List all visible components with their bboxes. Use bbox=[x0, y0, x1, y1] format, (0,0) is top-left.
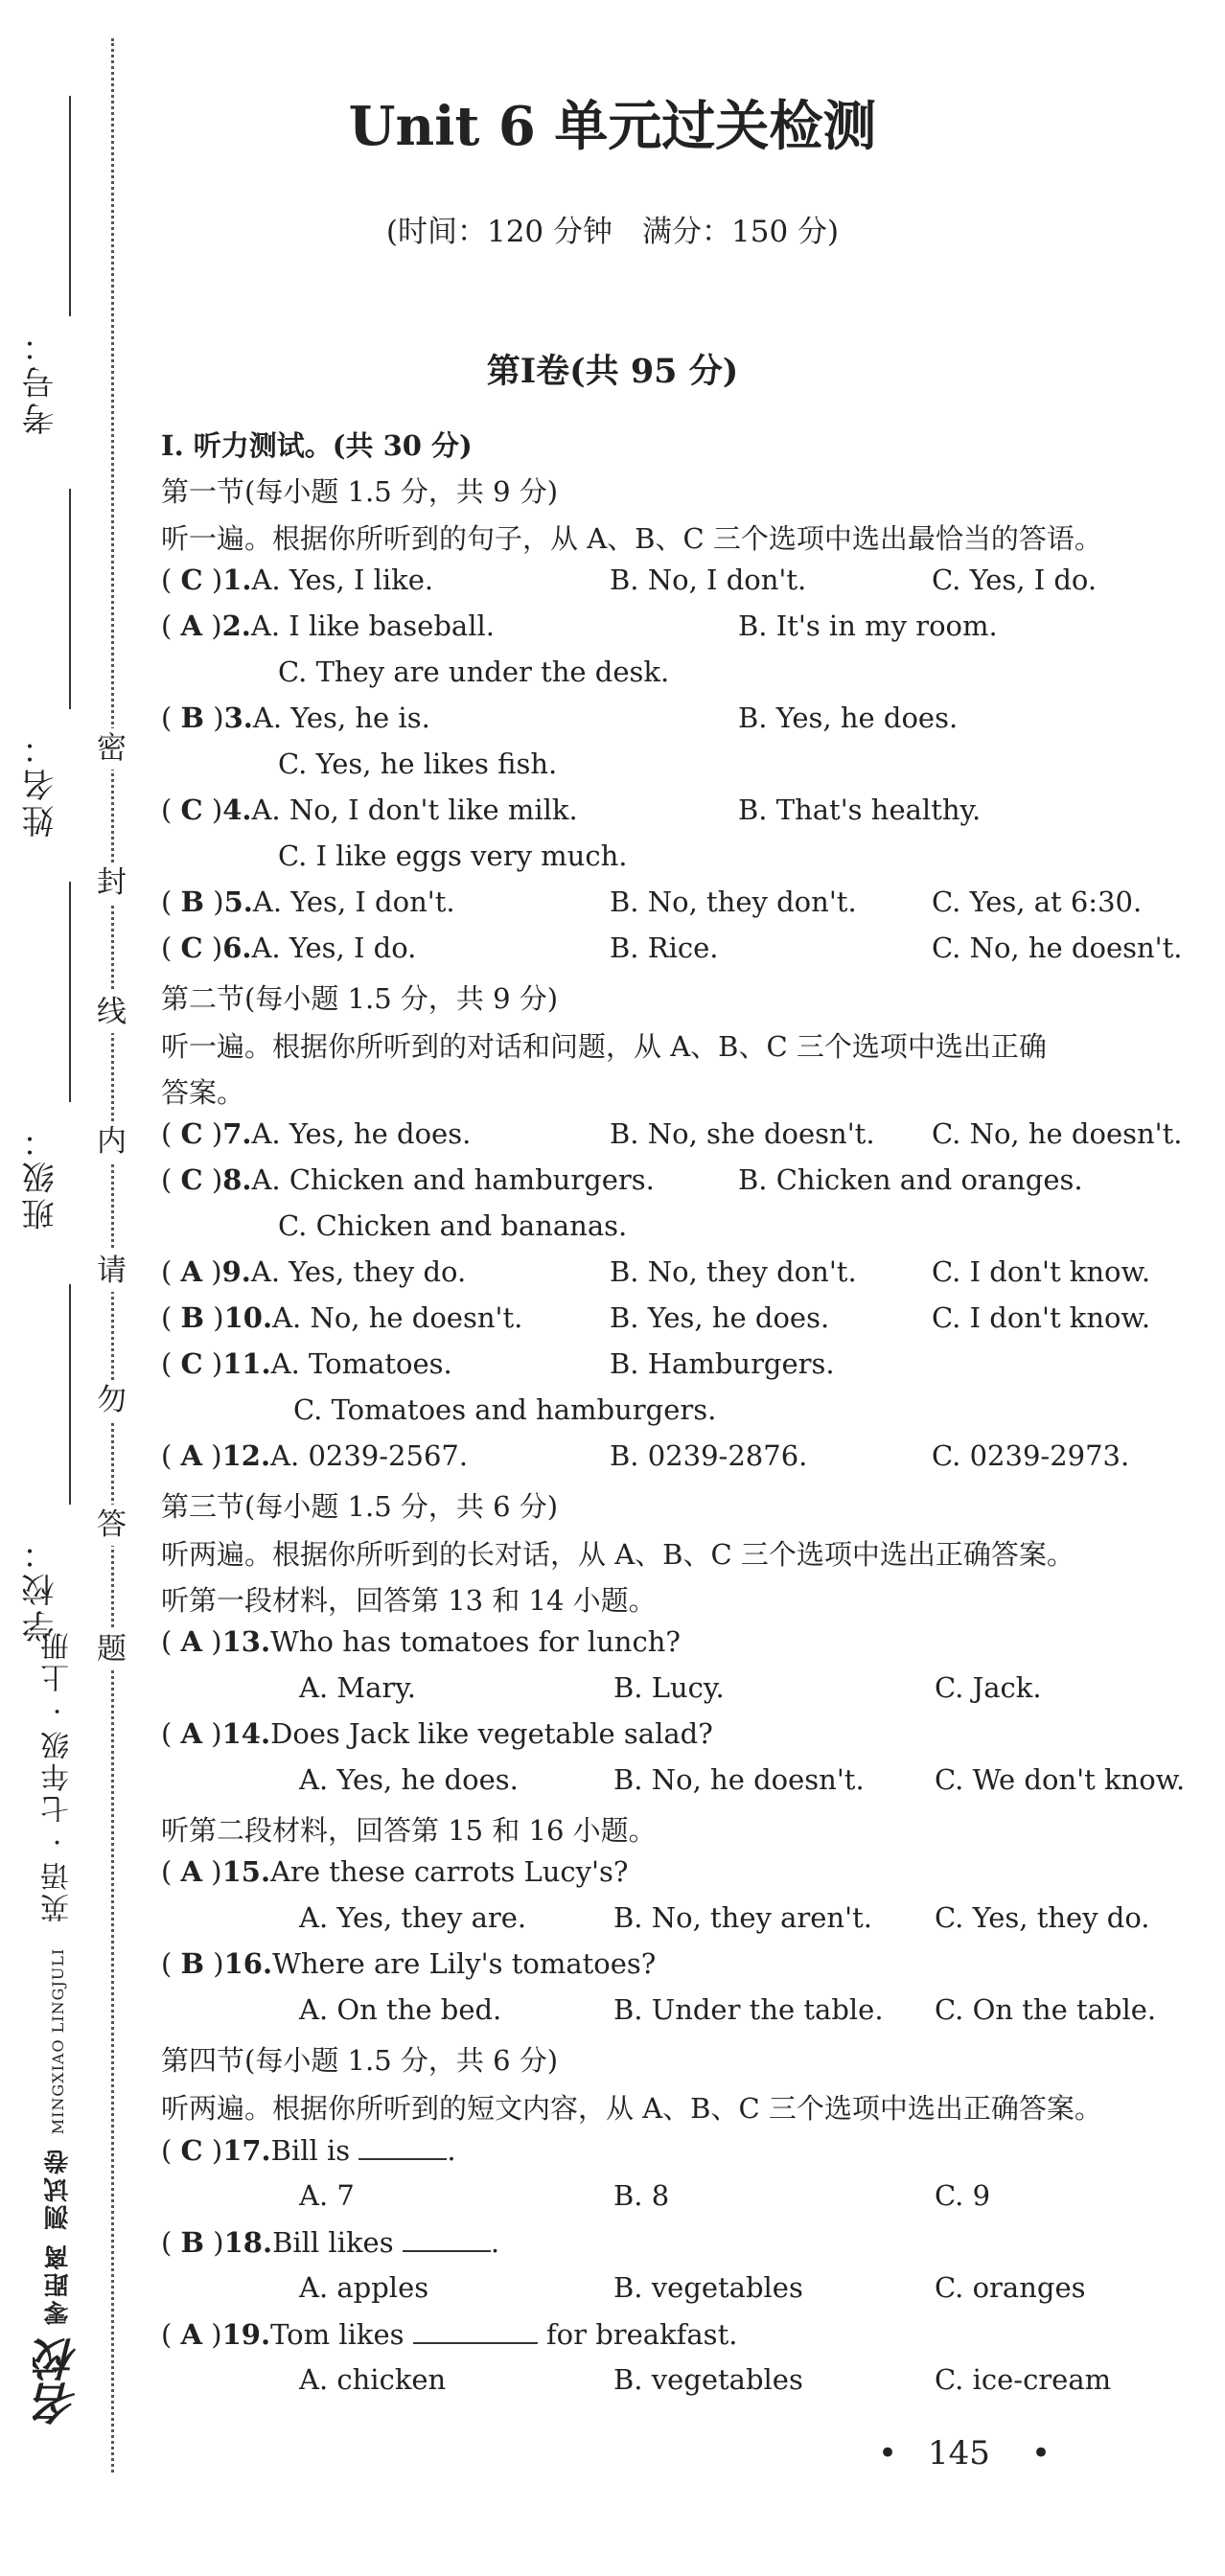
question-number: ( C )1.A. Yes, I like. bbox=[161, 564, 434, 596]
q-num: 13. bbox=[221, 1625, 271, 1658]
q-num: 3. bbox=[223, 702, 253, 734]
option-b: B. It's in my room. bbox=[738, 610, 998, 642]
question-number: ( C )6.A. Yes, I do. bbox=[161, 932, 417, 964]
option-a: A. On the bed. bbox=[299, 1993, 502, 2026]
option-a: A. No, he doesn't. bbox=[272, 1301, 523, 1334]
option-a: A. 0239-2567. bbox=[270, 1439, 469, 1472]
page-number: 145 bbox=[928, 2434, 990, 2472]
option-c: C. oranges bbox=[935, 2271, 1086, 2304]
option-a: A. 7 bbox=[299, 2179, 355, 2212]
answer-letter: A bbox=[180, 2318, 203, 2351]
class-line bbox=[69, 882, 71, 1102]
answer-blank bbox=[358, 2133, 447, 2160]
option-b: B. Rice. bbox=[610, 932, 719, 964]
q-num: 19. bbox=[221, 2318, 271, 2351]
option-b: B. That's healthy. bbox=[738, 794, 982, 826]
question-number: ( C )11.A. Tomatoes. bbox=[161, 1347, 452, 1380]
option-b: B. Lucy. bbox=[613, 1671, 725, 1704]
question-stem: ( A )19.Tom likes for breakfast. bbox=[161, 2318, 738, 2351]
question-stem: ( A )13.Who has tomatoes for lunch? bbox=[161, 1625, 681, 1658]
option-b: B. Under the table. bbox=[613, 1993, 884, 2026]
seal-char: 内 bbox=[97, 1121, 127, 1162]
option-a: A. Yes, he does. bbox=[299, 1763, 519, 1796]
option-a: A. No, I don't like milk. bbox=[251, 794, 578, 826]
question-stem: ( A )15.Are these carrots Lucy's? bbox=[161, 1855, 629, 1888]
option-c: C. ice-cream bbox=[935, 2363, 1112, 2396]
option-c: C. On the table. bbox=[935, 1993, 1157, 2026]
q-num: 12. bbox=[221, 1439, 271, 1472]
seal-char: 密 bbox=[97, 728, 127, 770]
part-title: 第三节(每小题 1.5 分，共 6 分) bbox=[161, 1490, 559, 1523]
q-num: 8. bbox=[222, 1163, 252, 1196]
part-instruction: 听两遍。根据你所听到的短文内容，从 A、B、C 三个选项中选出正确答案。 bbox=[161, 2092, 1102, 2125]
option-b: B. Hamburgers. bbox=[610, 1347, 835, 1380]
part-title: 第四节(每小题 1.5 分，共 6 分) bbox=[161, 2044, 559, 2077]
answer-blank bbox=[413, 2317, 538, 2344]
answer-letter: B bbox=[180, 702, 205, 734]
answer-letter: C bbox=[180, 1163, 203, 1196]
name-label: 姓名： bbox=[22, 728, 60, 838]
option-a: A. Yes, he does. bbox=[251, 1117, 472, 1150]
answer-blank bbox=[403, 2225, 491, 2252]
q-num: 4. bbox=[222, 794, 252, 826]
option-a: A. Yes, I like. bbox=[251, 564, 434, 596]
part-title: 第一节(每小题 1.5 分，共 9 分) bbox=[161, 475, 559, 508]
stem-after: for breakfast. bbox=[545, 2318, 738, 2351]
question-stem: ( B )18.Bill likes . bbox=[161, 2226, 500, 2259]
answer-letter: B bbox=[180, 1301, 205, 1334]
seal-char: 封 bbox=[97, 862, 127, 904]
option-a: A. Yes, they do. bbox=[250, 1255, 467, 1288]
stem-text: Are these carrots Lucy's? bbox=[270, 1855, 629, 1888]
option-b: B. No, they don't. bbox=[610, 1255, 857, 1288]
answer-letter: C bbox=[180, 564, 203, 596]
seal-char: 线 bbox=[97, 992, 127, 1033]
school-line bbox=[69, 1284, 71, 1505]
q-num: 5. bbox=[223, 886, 253, 918]
option-b: B. 0239-2876. bbox=[610, 1439, 808, 1472]
option-c: C. Yes, he likes fish. bbox=[278, 748, 558, 780]
question-number: ( C )4.A. No, I don't like milk. bbox=[161, 794, 578, 826]
q-num: 6. bbox=[222, 932, 252, 964]
option-a: A. apples bbox=[299, 2271, 429, 2304]
brand-block bbox=[27, 1629, 90, 2426]
stem-text: Tom likes bbox=[270, 2318, 404, 2351]
option-b: B. vegetables bbox=[613, 2271, 803, 2304]
brand-english: MINGXIAO LINGJULI bbox=[49, 1947, 67, 2135]
answer-letter: A bbox=[180, 1439, 203, 1472]
option-a: A. chicken bbox=[299, 2363, 447, 2396]
option-c: C. I don't know. bbox=[932, 1255, 1151, 1288]
option-b: B. Yes, he does. bbox=[610, 1301, 830, 1334]
option-b: B. Chicken and oranges. bbox=[738, 1163, 1083, 1196]
answer-letter: C bbox=[180, 1117, 203, 1150]
section-heading: Ⅰ. 听力测试。(共 30 分) bbox=[161, 429, 473, 462]
option-b: B. No, they aren't. bbox=[613, 1901, 872, 1934]
option-c: C. They are under the desk. bbox=[278, 656, 670, 688]
stem-text: Who has tomatoes for lunch? bbox=[270, 1625, 681, 1658]
option-a: A. Yes, he is. bbox=[252, 702, 430, 734]
option-a: A. Yes, I do. bbox=[251, 932, 417, 964]
question-number: ( B )3.A. Yes, he is. bbox=[161, 702, 430, 734]
option-a: A. Yes, I don't. bbox=[252, 886, 455, 918]
option-c: C. I like eggs very much. bbox=[278, 840, 628, 872]
q-num: 18. bbox=[223, 2226, 273, 2259]
option-c: C. No, he doesn't. bbox=[932, 1117, 1183, 1150]
answer-letter: C bbox=[180, 932, 203, 964]
option-b: B. vegetables bbox=[613, 2363, 803, 2396]
brand-sub2: 测试卷 bbox=[44, 2146, 73, 2230]
q-num: 14. bbox=[221, 1717, 271, 1750]
option-a: A. Yes, they are. bbox=[299, 1901, 527, 1934]
option-a: A. I like baseball. bbox=[250, 610, 495, 642]
question-number: ( A )12.A. 0239-2567. bbox=[161, 1439, 469, 1472]
option-c: C. 9 bbox=[935, 2179, 991, 2212]
option-c: C. Yes, they do. bbox=[935, 1901, 1150, 1934]
question-number: ( A )2.A. I like baseball. bbox=[161, 610, 495, 642]
answer-letter: A bbox=[180, 610, 203, 642]
material-note: 听第一段材料，回答第 13 和 14 小题。 bbox=[161, 1584, 657, 1617]
option-a: A. Tomatoes. bbox=[270, 1347, 452, 1380]
answer-letter: A bbox=[180, 1855, 203, 1888]
seal-char: 题 bbox=[97, 1629, 127, 1670]
question-number: ( B )10.A. No, he doesn't. bbox=[161, 1301, 523, 1334]
page-title: Unit 6 单元过关检测 bbox=[348, 95, 877, 158]
question-number: ( C )7.A. Yes, he does. bbox=[161, 1117, 472, 1150]
question-number: ( A )9.A. Yes, they do. bbox=[161, 1255, 467, 1288]
question-stem: ( C )17.Bill is . bbox=[161, 2134, 456, 2167]
part-instruction: 听一遍。根据你所听到的句子，从 A、B、C 三个选项中选出最恰当的答语。 bbox=[161, 522, 1102, 555]
school-label: 学校： bbox=[22, 1533, 60, 1643]
option-b: B. No, they don't. bbox=[610, 886, 857, 918]
q-num: 17. bbox=[222, 2134, 271, 2167]
option-c: C. We don't know. bbox=[935, 1763, 1186, 1796]
question-number: ( C )8.A. Chicken and hamburgers. bbox=[161, 1163, 655, 1196]
answer-letter: C bbox=[180, 794, 203, 826]
answer-letter: B bbox=[180, 2226, 205, 2259]
answer-letter: A bbox=[180, 1717, 203, 1750]
option-b: B. No, she doesn't. bbox=[610, 1117, 875, 1150]
q-num: 1. bbox=[222, 564, 252, 596]
page-bullet-right: • bbox=[1031, 2434, 1052, 2472]
answer-letter: C bbox=[180, 1347, 203, 1380]
q-num: 9. bbox=[221, 1255, 251, 1288]
option-c: C. 0239-2973. bbox=[932, 1439, 1130, 1472]
option-c: C. Jack. bbox=[935, 1671, 1042, 1704]
q-num: 2. bbox=[221, 610, 251, 642]
seal-char: 勿 bbox=[97, 1380, 127, 1421]
part-heading: 第Ⅰ卷(共 95 分) bbox=[486, 352, 739, 391]
q-num: 16. bbox=[223, 1947, 273, 1980]
stem-text: Where are Lily's tomatoes? bbox=[272, 1947, 657, 1980]
part-instruction-cont: 答案。 bbox=[161, 1076, 245, 1109]
question-stem: ( A )14.Does Jack like vegetable salad? bbox=[161, 1717, 713, 1750]
material-note: 听第二段材料，回答第 15 和 16 小题。 bbox=[161, 1814, 657, 1847]
part-instruction: 听一遍。根据你所听到的对话和问题，从 A、B、C 三个选项中选出正确 bbox=[161, 1030, 1047, 1063]
option-b: B. 8 bbox=[613, 2179, 670, 2212]
q-num: 11. bbox=[222, 1347, 271, 1380]
stem-after: . bbox=[447, 2134, 456, 2167]
brand-sub: 零距离 bbox=[44, 2242, 73, 2326]
part-title: 第二节(每小题 1.5 分，共 9 分) bbox=[161, 982, 559, 1015]
class-label: 班级： bbox=[22, 1121, 60, 1230]
q-num: 10. bbox=[223, 1301, 273, 1334]
answer-letter: A bbox=[180, 1625, 203, 1658]
page-bullet-left: • bbox=[878, 2434, 898, 2472]
answer-letter: B bbox=[180, 886, 205, 918]
stem-after: . bbox=[490, 2226, 500, 2259]
answer-letter: A bbox=[180, 1255, 203, 1288]
stem-text: Bill is bbox=[270, 2134, 351, 2167]
answer-letter: B bbox=[180, 1947, 205, 1980]
option-b: B. Yes, he does. bbox=[738, 702, 959, 734]
stem-text: Bill likes bbox=[272, 2226, 394, 2259]
answer-letter: C bbox=[180, 2134, 203, 2167]
stem-text: Does Jack like vegetable salad? bbox=[270, 1717, 713, 1750]
option-c: C. No, he doesn't. bbox=[932, 932, 1183, 964]
q-num: 7. bbox=[222, 1117, 252, 1150]
seal-char: 请 bbox=[97, 1251, 127, 1292]
option-a: A. Chicken and hamburgers. bbox=[251, 1163, 655, 1196]
name-line bbox=[69, 489, 71, 709]
option-c: C. I don't know. bbox=[932, 1301, 1151, 1334]
option-c: C. Yes, at 6:30. bbox=[932, 886, 1143, 918]
subject-label: 英语 · 七年级 · 上册 bbox=[41, 1629, 75, 1923]
option-c: C. Chicken and bananas. bbox=[278, 1209, 628, 1242]
seal-char: 答 bbox=[97, 1505, 127, 1546]
question-stem: ( B )16.Where are Lily's tomatoes? bbox=[161, 1947, 657, 1980]
option-c: C. Yes, I do. bbox=[932, 564, 1098, 596]
option-b: B. No, I don't. bbox=[610, 564, 807, 596]
brand-logo: 名校 bbox=[33, 2336, 84, 2426]
q-num: 15. bbox=[221, 1855, 271, 1888]
exam-meta: (时间：120 分钟 满分：150 分) bbox=[385, 215, 840, 249]
option-c: C. Tomatoes and hamburgers. bbox=[293, 1393, 717, 1426]
part-instruction: 听两遍。根据你所听到的长对话，从 A、B、C 三个选项中选出正确答案。 bbox=[161, 1538, 1075, 1571]
option-a: A. Mary. bbox=[299, 1671, 416, 1704]
exam-number-label: 考号： bbox=[22, 326, 60, 435]
question-number: ( B )5.A. Yes, I don't. bbox=[161, 886, 455, 918]
option-b: B. No, he doesn't. bbox=[613, 1763, 865, 1796]
